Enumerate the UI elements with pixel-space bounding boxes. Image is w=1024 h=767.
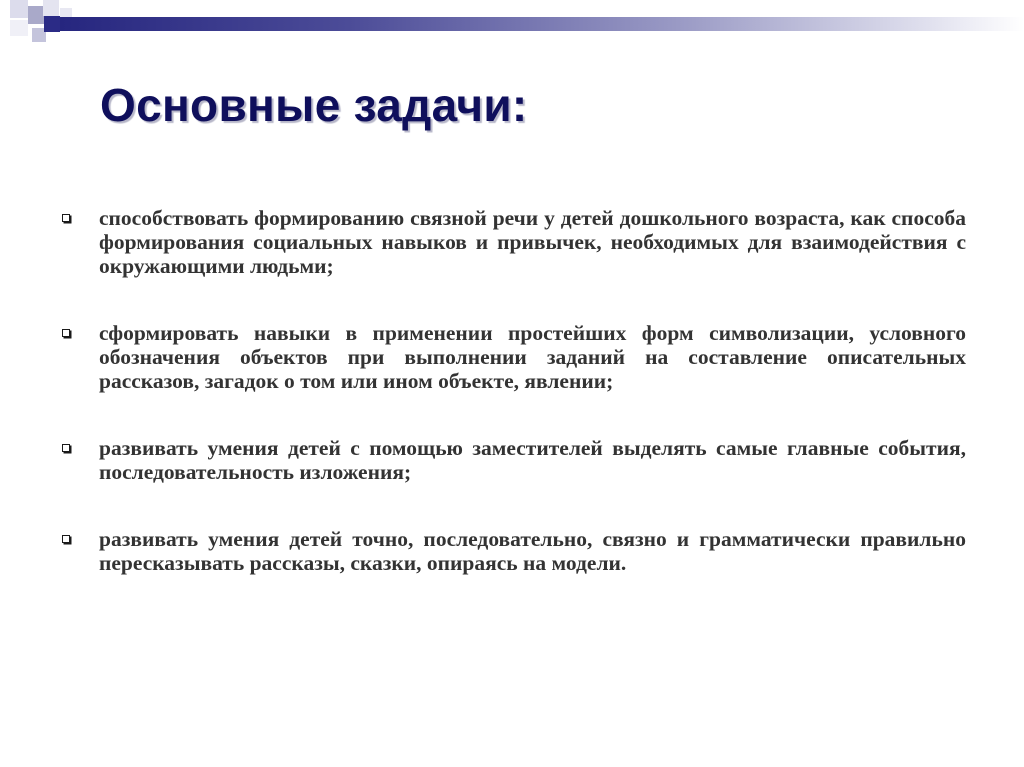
hollow-square-bullet-icon: [62, 444, 70, 452]
task-text: развивать умения детей точно, последовательно, связно и грамматически правильно пересказывать рассказы, сказки, опираясь на модели.: [99, 527, 966, 575]
hollow-square-bullet-icon: [62, 329, 70, 337]
decor-square: [10, 0, 28, 18]
decor-square: [44, 16, 60, 32]
task-text: способствовать формированию связной речи у детей дошкольного возраста, как способа формирования социальных навыков и привычек, необходимых для взаимодействия с окружающими людьми;: [99, 206, 966, 278]
task-list: [58, 206, 966, 618]
task-list-item: [58, 527, 966, 575]
task-text: развивать умения детей с помощью заместителей выделять самые главные события, последовательность изложения;: [99, 436, 966, 484]
decor-square: [10, 20, 28, 36]
task-text: сформировать навыки в применении простейших форм символизации, условного обозначения объектов при выполнении заданий на составление описательных рассказов, загадок о том или ином объекте, явлении;: [99, 321, 966, 393]
hollow-square-bullet-icon: [62, 535, 70, 543]
task-list-item: [58, 321, 966, 393]
hollow-square-bullet-icon: [62, 214, 70, 222]
decor-square: [43, 0, 59, 16]
slide-title: Основные задачи:: [100, 79, 528, 131]
task-list-item: [58, 206, 966, 278]
task-list-item: [58, 436, 966, 484]
header-gradient-bar: [60, 17, 1024, 31]
